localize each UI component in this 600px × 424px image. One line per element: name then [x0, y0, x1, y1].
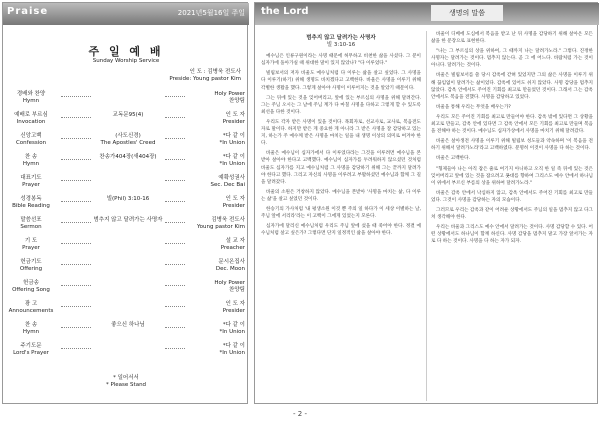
leader-dots [61, 285, 91, 286]
order-item-detail [93, 322, 163, 329]
sermon-paragraph: "형제들아 나는 아직 잡은 줄로 여기지 아니하고 오직 한 일 즉 뒤에 있는 것은 잊어버리고 앞에 있는 것을 잡으려고 푯대를 향하여 그리스도 예수 안에서 하나님이 위에서 부르신 부름의 상을 위하여 달려가노라." [431, 166, 593, 186]
order-item-leader-en: *In Union [219, 140, 245, 146]
order-item-name-en: Hymn [22, 161, 40, 167]
order-item-name-en: Prayer [22, 245, 40, 251]
sermon-paragraph: 바울이 디베에 도심에서 복음을 받고 난 뒤 사명을 감당하기 위해 살아온 모든 삶을 한 문장으로 표현한다. [431, 32, 593, 45]
order-item-leader [185, 91, 245, 105]
order-item-leader-en: Dec. Moon [215, 266, 245, 272]
order-item-name-ko: 찬 송 [24, 154, 38, 160]
sermon-paragraph: 바울은 예수님이 십자가에서 다 이루었다라는 그것을 이루려면 예수님을 본 받아 살아야 한다고 고백했다. 예수님이 십자가를 두려워하지 않으셨던 것처럼 바울도 십자가를 지고 예수님처럼 그 사명을 감당하기 위해 그는 끝까지 달려가야 한다고 했다. 그리고 자신의 사명을 이루려고 부활하셨던 예수님과 함께 그 길을 달려갔다. [261, 151, 421, 185]
order-item-leader [185, 217, 245, 231]
order-item-leader-ko: 설 교 자 [225, 238, 245, 244]
leader-dots [165, 180, 185, 181]
order-item-name-en: Invocation [16, 119, 46, 125]
order-item-name [3, 196, 59, 210]
sermon-paragraph: 바울은 감옥 안에서 낙심하지 않고, 감옥 안에서도 주어진 기회를 최고로 만들었다. 그것이 사명을 감당하는 자의 모습이다. [431, 190, 593, 203]
sermon-title: 범추지 않고 달려가는 사명자 [306, 35, 376, 41]
word-of-life-tab: 생명의 말씀 [431, 5, 503, 21]
order-item-name-ko: 헌금기도 [20, 259, 42, 265]
order-row [3, 301, 249, 322]
order-item-leader-en: 찬양팀 [229, 287, 245, 293]
order-item-leader-ko: 인 도 자 [225, 301, 245, 307]
leader-dots [61, 222, 91, 223]
order-row [3, 280, 249, 301]
order-item-leader-en: Preacher [220, 245, 245, 251]
service-subtitle: Sunday Worship Service [92, 58, 160, 64]
sermon-paragraph: "나는 그 부르심의 상을 위하여, 그 때까지 나는 달려가노라." 그렇다. 진정한 사명자는 달려가는 것이다. 멈추지 않는다. 곧 그 에 어느다. 바람처럼 가는 것이 아니다. 달려가는 것이다. [431, 49, 593, 69]
order-list [3, 91, 249, 364]
leader-dots [61, 243, 91, 244]
order-item-name-ko: 말씀선포 [20, 217, 42, 223]
sermon-column-right [431, 31, 593, 248]
order-item-name [3, 259, 59, 273]
order-row [3, 112, 249, 133]
order-item-leader-en: Presider [222, 119, 245, 125]
order-item-detail-main: (사도신경) [115, 133, 141, 139]
order-item-name-ko: 경배와 찬양 [16, 91, 46, 97]
order-row [3, 154, 249, 175]
order-item-name-ko: 신앙고백 [20, 133, 42, 139]
order-item-detail [93, 112, 163, 119]
order-item-leader-en: *In Union [219, 350, 245, 356]
leader-dots [165, 201, 185, 202]
order-item-leader-en: 찬양팀 [229, 98, 245, 104]
sermon-paragraph: 우리도 모든 주어진 기회를 최고로 만들어야 한다. 감옥 밖에 있다면 그 상황을 최고로 만들고, 감옥 안에 있다면 그 감옥 안에서 모든 기회를 최고로 만들며 복음을 전해야 하는 것이다. 예수님도 십자가상에서 사명을 마치기 위해 달려갔다. [431, 114, 593, 135]
order-item-leader-en: Presider [222, 308, 245, 314]
order-item-leader [185, 322, 245, 336]
presider-info [169, 69, 241, 83]
order-item-leader-en: *In Union [219, 161, 245, 167]
order-item-leader-en: *In Union [219, 329, 245, 335]
order-item-leader-ko: *다 같 이 [222, 322, 245, 328]
order-item-name-ko: 예배로 부르심 [14, 112, 48, 118]
stand-note-en: * Please Stand [105, 382, 147, 388]
leader-dots [165, 243, 185, 244]
sermon-paragraph: 바울은 살아생전 사명을 이루기 위해 빌립보 성도들과 약속하며 '이 복음을 전하기 위해서 달려가노라'라고 고백하였다. 분명히 이것이 사명을 다 하는 것이다. [431, 139, 593, 152]
order-item-detail-main: 좋으신 하나님 [111, 322, 145, 328]
order-item-leader-ko: 김병욱 전도사 [211, 217, 245, 223]
order-item-name [3, 238, 59, 252]
order-item-detail [93, 154, 163, 161]
leader-dots [165, 96, 185, 97]
order-item-name-en: Announcements [8, 308, 54, 314]
order-item-leader-ko: 인 도 자 [225, 112, 245, 118]
sermon-paragraph: 우리는 바울과 그리스도 예수 안에서 달려가는 것이다. 사명 감당할 수 있다. 어떤 상황에서도 하나님이 함께 하신다. 사명 감당을 멈추지 말고 가장 앞서가는 자로 다 하는 것이다. 사명을 다 하는 자가 되자. [431, 225, 593, 245]
order-item-name [3, 133, 59, 147]
order-item-leader [185, 301, 245, 315]
leader-dots [61, 159, 91, 160]
order-item-detail-main: 교독문95(4) [112, 112, 144, 118]
leader-dots [61, 264, 91, 265]
leader-dots [165, 264, 185, 265]
order-item-name-ko: 헌금송 [23, 280, 39, 286]
order-item-leader-ko: *다 같 이 [222, 133, 245, 139]
order-item-leader-ko: 예확성권사 [218, 175, 245, 181]
order-item-name-en: Hymn [22, 329, 40, 335]
leader-dots [165, 348, 185, 349]
order-item-leader [185, 343, 245, 357]
order-item-name [3, 280, 59, 294]
leader-dots [61, 348, 91, 349]
order-item-name [3, 154, 59, 168]
order-item-name-ko: 찬 송 [24, 322, 38, 328]
order-item-name-ko: 주기도문 [20, 343, 42, 349]
leader-dots [165, 285, 185, 286]
order-item-detail-main: 범추지 않고 달려가는 사명자 [93, 217, 163, 223]
stand-note-ko: * 일어서서 [113, 375, 139, 381]
order-item-name [3, 91, 59, 105]
order-row [3, 343, 249, 364]
presider-en: Preside: Young pastor Kim [169, 76, 241, 82]
order-item-name-en: Offering [19, 266, 43, 272]
leader-dots [61, 117, 91, 118]
order-item-name-ko: 성경봉독 [20, 196, 42, 202]
leader-dots [61, 180, 91, 181]
order-item-name-ko: 대표기도 [20, 175, 42, 181]
order-row [3, 259, 249, 280]
sermon-paragraph: 바울은 고백한다. [436, 156, 470, 162]
order-item-detail-sub: The Apostles' Creed [100, 140, 156, 146]
order-of-worship-panel [2, 2, 248, 404]
left-header-bar [3, 3, 249, 25]
sermon-paragraph: 그러므로 우리는 감옥과 같이 어려운 상황에서도 주님의 일을 멈추지 않고 다그쳐 생각해야 한다. [431, 207, 593, 221]
order-item-leader [185, 259, 245, 273]
sermon-paragraph: 빌립보서의 저자 바울도 예수님처럼 다 이루는 삶을 살고 싶었다. 그 사명을 다 이루기(하기) 위해 생명도 바치겠다고 고백한다. 바울은 사명을 이루기 위해 각별한 생활을 했다. 그렇게 살아야 사명이 이루어지는 것을 알았기 때문이다. [261, 71, 421, 91]
sermon-paragraph: 바울은 빌립보서를 쓸 당시 감옥에 갇혀 있었지만 그의 삶은 사명을 이루기 위해 끊임없이 달려가는 삶이었다. 감옥에 있어도 쉬지 않았다. 사명 감당을 멈추지 않았다. 감옥 안에서도 주어진 기회를 최고로 만들었던 것이다. 그래서 그는 감옥 안에서도 복음을 전했다. 사명을 감당하고 있었다. [431, 73, 593, 100]
page-number: - 2 - [293, 410, 307, 418]
order-row [3, 238, 249, 259]
order-row [3, 217, 249, 238]
order-item-name-en: Confession [15, 140, 47, 146]
order-item-name [3, 301, 59, 315]
order-item-detail-main: 찬송가404장(새404장) [99, 154, 157, 160]
order-row [3, 175, 249, 196]
order-row [3, 91, 249, 112]
the-lord-label: the Lord [261, 6, 309, 17]
order-item-leader-ko: 인 도 자 [225, 196, 245, 202]
leader-dots [61, 138, 91, 139]
order-item-name-ko: 기 도 [24, 238, 38, 244]
order-item-name [3, 217, 59, 231]
order-item-name [3, 112, 59, 126]
order-item-leader [185, 112, 245, 126]
praise-tag: Praise [7, 6, 49, 17]
order-item-leader-en: Sec. Dec Bai [210, 182, 245, 188]
leader-dots [165, 159, 185, 160]
order-item-name [3, 343, 59, 357]
order-item-detail [93, 217, 163, 224]
sermon-paragraph: 우리도 각자 받은 사명이 있을 것이다. 목회자로, 선교사로, 교사로, 복음전도자로 말이다. 하지만 받은 게 중요한 게 아니라 그 받은 사명을 잘 감당하고 있는지, 하는가 주 예수께 받은 사명을 마치는 일을 내 생명 이상의 의미로 여겨야 한다. [261, 119, 421, 147]
order-item-leader-en: Young pastor Kim [197, 224, 245, 230]
order-item-name [3, 175, 59, 189]
leader-dots [61, 327, 91, 328]
order-item-detail [93, 196, 163, 203]
sermon-panel [254, 2, 598, 404]
order-row [3, 196, 249, 217]
sermon-paragraph: 바울의 소원은 거창하지 않았다. 예수님을 본받아 '사명을 마치는 삶, 다 이루는 삶'을 살고 싶었던 것이다. [261, 189, 421, 202]
service-title: 주 일 예 배 [88, 45, 164, 58]
leader-dots [61, 201, 91, 202]
sermon-paragraph: 바울을 통해 우리는 무엇을 배우는가? [436, 104, 511, 110]
order-item-leader-ko: Holy Power [214, 280, 245, 286]
order-item-detail-main: 빌(Phil) 3:10-16 [106, 196, 150, 202]
sermon-paragraph: 그는 뒤에 있는 것을 잊어버리고, 앞에 있는 부르심의 사명을 위해 달려간다. 그는 주님 오시는 그 날에 주님 계가 다 마칠 사명을 다하고 그렇게 할 수 있도록 최선을 다한 것이다. [261, 95, 421, 115]
column-divider [426, 31, 427, 401]
order-item-name-en: Prayer [22, 182, 40, 188]
sermon-paragraph: 한승기의 가사처럼 '내 평생소원 이것 뿐 주의 일 하다가 이 세상 이별하는 날, 주님 앞에 서리라'라는 이 고백이 그에게 있었는지 모른다. [261, 206, 421, 220]
leader-dots [165, 327, 185, 328]
order-item-leader-ko: *다 같 이 [222, 154, 245, 160]
leader-dots [165, 222, 185, 223]
sermon-reference: 빌 3:10-16 [326, 42, 356, 49]
order-item-name-en: Offering Song [12, 287, 50, 293]
order-item-name-en: Lord's Prayer [13, 350, 49, 356]
order-item-leader-en: Presider [222, 203, 245, 209]
order-item-leader-ko: 문시온집사 [218, 259, 245, 265]
order-row [3, 133, 249, 154]
leader-dots [165, 138, 185, 139]
leader-dots [165, 306, 185, 307]
leader-dots [61, 306, 91, 307]
order-item-leader-ko: Holy Power [214, 91, 245, 97]
sermon-paragraph: 예수님은 인류구원이라는 사명 때문에 허무하고 비천한 삶을 사셨다. 그 분이 십자가에 돌아가실 때 위대한 말이 있지 않았나? "다 이루었다." [261, 54, 421, 67]
order-item-leader [185, 280, 245, 294]
order-item-name-en: Sermon [20, 224, 42, 230]
order-item-name [3, 322, 59, 336]
order-item-leader [185, 196, 245, 210]
stand-note [3, 375, 249, 389]
order-item-leader [185, 133, 245, 147]
order-item-leader-ko: *다 같 이 [222, 343, 245, 349]
sermon-paragraph: 십자가에 달리신 예수님처럼 우리도 주님 앞에 섰을 때 죽어야 한다. 정결 예수님처럼 살고 싶은가? 그렇다면 단지 일정적인 삶을 살아야 한다. [261, 224, 421, 237]
order-item-leader [185, 175, 245, 189]
order-item-name-ko: 광 고 [24, 301, 38, 307]
service-date: 2021년5월16일 주일 [177, 9, 245, 17]
order-item-name-en: Bible Reading [12, 203, 50, 209]
presider-ko: 인 도 : 김병욱 전도사 [189, 69, 241, 75]
order-item-name-en: Hymn [22, 98, 40, 104]
order-item-leader [185, 238, 245, 252]
leader-dots [61, 96, 91, 97]
order-item-detail [93, 133, 163, 147]
sermon-column-left [261, 31, 421, 240]
order-row [3, 322, 249, 343]
leader-dots [165, 117, 185, 118]
order-item-leader [185, 154, 245, 168]
right-header-bar [255, 3, 599, 25]
